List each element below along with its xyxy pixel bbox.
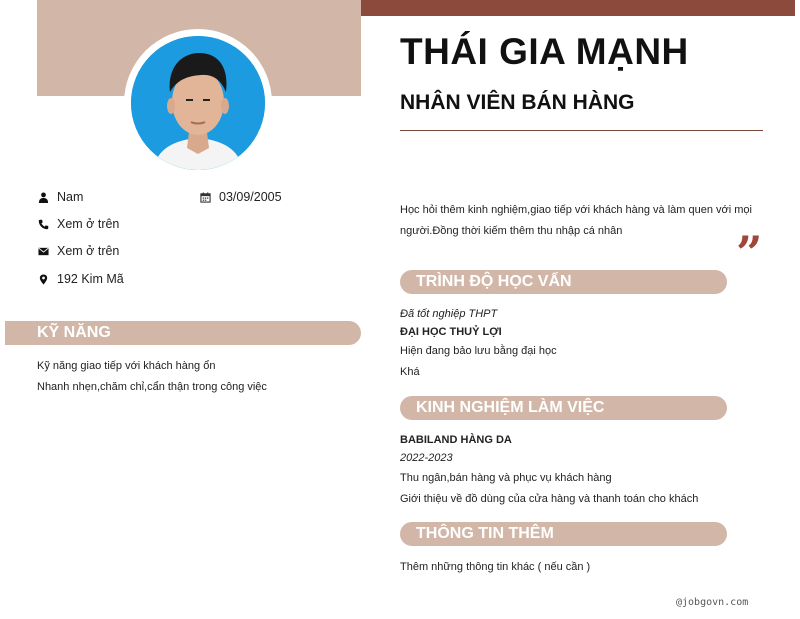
job-title: NHÂN VIÊN BÁN HÀNG <box>400 91 635 114</box>
gender-value: Nam <box>57 190 84 204</box>
career-objective: Học hỏi thêm kinh nghiệm,giao tiếp với khách hàng và làm quen với mọi người.Đồng thời kiếm thêm thu nhập cá nhân <box>400 204 752 237</box>
education-heading: TRÌNH ĐỘ HỌC VẤN <box>400 270 727 294</box>
skills-heading: KỸ NĂNG <box>5 321 361 345</box>
experience-company: BABILAND HÀNG DA <box>400 434 512 446</box>
avatar <box>131 36 265 170</box>
watermark: @jobgovn.com <box>676 597 749 608</box>
email-value: Xem ở trên <box>57 244 120 258</box>
experience-duty: Giới thiệu về đồ dùng của cửa hàng và thanh toán cho khách <box>400 493 699 505</box>
skill-item: Kỹ năng giao tiếp với khách hàng ổn <box>37 360 216 372</box>
info-email <box>37 244 119 258</box>
candidate-name: THÁI GIA MẠNH <box>400 31 689 72</box>
education-status: Đã tốt nghiệp THPT <box>400 308 498 320</box>
info-birthday <box>199 190 282 204</box>
info-gender <box>37 190 83 204</box>
phone-value: Xem ở trên <box>57 217 120 231</box>
title-divider <box>400 130 763 131</box>
person-icon <box>37 191 49 203</box>
info-phone <box>37 217 119 231</box>
top-accent-bar <box>361 0 795 16</box>
address-value: 192 Kim Mã <box>57 272 124 286</box>
experience-duty: Thu ngân,bán hàng và phục vụ khách hàng <box>400 472 612 484</box>
map-pin-icon <box>37 273 49 285</box>
experience-period: 2022-2023 <box>400 452 453 464</box>
skill-item: Nhanh nhẹn,chăm chỉ,cẩn thận trong công việc <box>37 381 267 393</box>
education-grade: Khá <box>400 366 420 378</box>
education-school: ĐẠI HỌC THUỶ LỢI <box>400 326 502 338</box>
phone-icon <box>37 218 49 230</box>
info-address <box>37 272 124 286</box>
extra-info-text: Thêm những thông tin khác ( nếu cần ) <box>400 561 591 573</box>
education-note: Hiện đang bảo lưu bằng đại học <box>400 345 557 357</box>
envelope-icon <box>37 245 49 257</box>
calendar-icon <box>199 191 211 203</box>
birthday-value: 03/09/2005 <box>219 190 282 204</box>
experience-heading: KINH NGHIỆM LÀM VIỆC <box>400 396 727 420</box>
avatar-portrait <box>131 36 265 170</box>
quote-mark-icon: ” <box>736 226 763 280</box>
extra-info-heading: THÔNG TIN THÊM <box>400 522 727 546</box>
